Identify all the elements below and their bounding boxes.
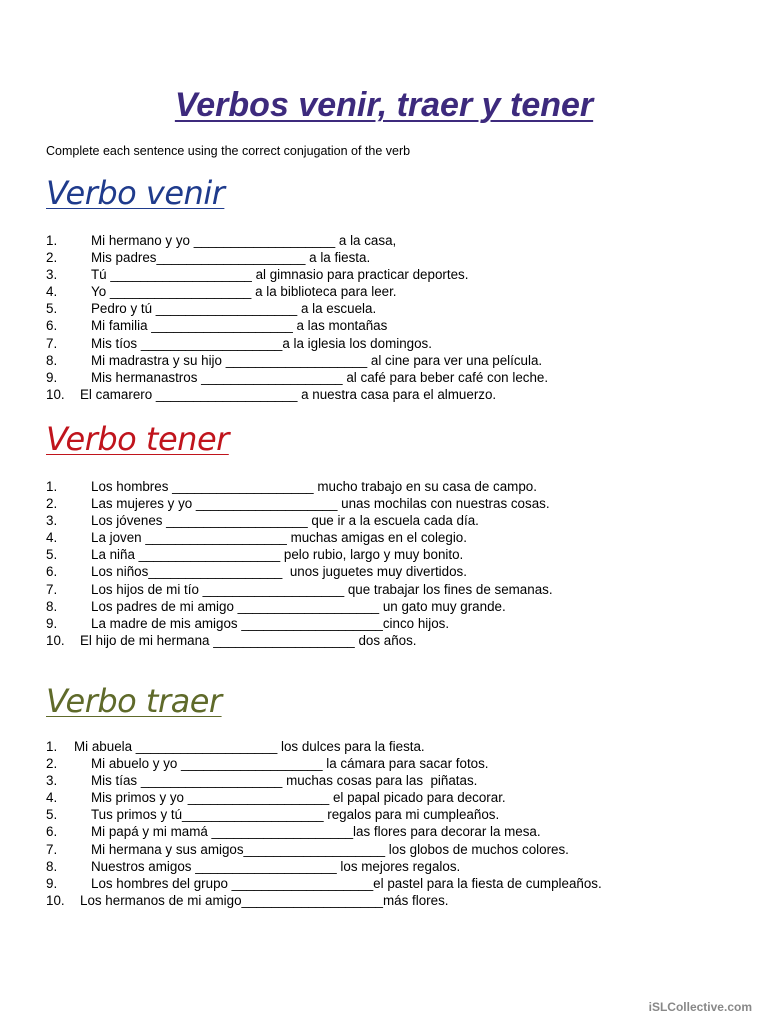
exercise-item bbox=[46, 386, 548, 403]
item-number: 3. bbox=[46, 773, 58, 789]
item-number: 10. bbox=[46, 386, 65, 402]
item-number: 4. bbox=[46, 790, 58, 806]
item-text: Mi abuelo y yo ___________________ la cámara para sacar fotos. bbox=[91, 756, 489, 772]
item-number: 4. bbox=[46, 530, 58, 546]
item-text: El hijo de mi hermana ___________________ dos años. bbox=[80, 632, 417, 648]
exercise-item bbox=[46, 317, 548, 334]
item-text: El camarero ___________________ a nuestra casa para el almuerzo. bbox=[80, 386, 497, 402]
item-number: 4. bbox=[46, 284, 58, 300]
item-number: 5. bbox=[46, 547, 58, 563]
exercise-item bbox=[46, 789, 602, 806]
worksheet-title-text: Verbos venir, traer y tener bbox=[174, 86, 594, 124]
item-text: Mis hermanastros ___________________ al café para beber café con leche. bbox=[91, 369, 549, 385]
item-number: 5. bbox=[46, 301, 58, 317]
exercise-item bbox=[46, 249, 548, 266]
exercise-item bbox=[46, 806, 602, 823]
item-text: Los hombres del grupo ___________________el pastel para la fiesta de cumpleaños. bbox=[91, 875, 602, 891]
item-text: Mi hermana y sus amigos___________________ los globos de muchos colores. bbox=[91, 841, 569, 857]
item-text: Los jóvenes ___________________ que ir a la escuela cada día. bbox=[91, 513, 479, 529]
item-number: 1. bbox=[46, 479, 58, 494]
item-number: 7. bbox=[46, 581, 58, 597]
section-heading-traer: Verbo traer bbox=[46, 682, 222, 720]
item-text: Mi madrastra y su hijo ___________________ al cine para ver una película. bbox=[91, 352, 543, 368]
item-text: Tus primos y tú___________________ regalos para mi cumpleaños. bbox=[91, 807, 500, 823]
exercise-item bbox=[46, 495, 553, 512]
item-number: 8. bbox=[46, 858, 58, 874]
item-text: La niña ___________________ pelo rubio, largo y muy bonito. bbox=[91, 547, 464, 563]
item-number: 9. bbox=[46, 875, 58, 891]
exercise-item bbox=[46, 335, 548, 352]
item-number: 2. bbox=[46, 496, 58, 512]
instructions: Complete each sentence using the correct conjugation of the verb bbox=[46, 144, 411, 158]
item-text: Tú ___________________ al gimnasio para practicar deportes. bbox=[91, 267, 469, 283]
item-number: 7. bbox=[46, 841, 58, 857]
exercise-item bbox=[46, 632, 553, 649]
item-number: 7. bbox=[46, 335, 58, 351]
item-number: 3. bbox=[46, 267, 58, 283]
exercise-item bbox=[46, 823, 602, 840]
item-number: 5. bbox=[46, 807, 58, 823]
exercise-item bbox=[46, 892, 602, 909]
item-number: 6. bbox=[46, 564, 58, 580]
exercise-item bbox=[46, 858, 602, 875]
exercise-item bbox=[46, 283, 548, 300]
item-text: Mi papá y mi mamá ___________________las flores para decorar la mesa. bbox=[91, 824, 541, 840]
exercise-item bbox=[46, 755, 602, 772]
watermark-footer: iSLCollective.com bbox=[648, 1000, 752, 1014]
worksheet-title bbox=[0, 86, 768, 125]
item-number: 8. bbox=[46, 352, 58, 368]
exercise-list-tener bbox=[46, 478, 553, 649]
exercise-item bbox=[46, 352, 548, 369]
item-text: Mi familia ___________________ a las montañas bbox=[91, 318, 388, 334]
exercise-item bbox=[46, 875, 602, 892]
item-number: 9. bbox=[46, 615, 58, 631]
exercise-list-venir bbox=[46, 232, 548, 403]
item-text: Mi hermano y yo ___________________ a la casa, bbox=[91, 233, 397, 248]
item-text: La joven ___________________ muchas amigas en el colegio. bbox=[91, 530, 467, 546]
item-number: 2. bbox=[46, 250, 58, 266]
item-text: Los niños__________________ unos juguetes muy divertidos. bbox=[91, 564, 467, 580]
item-text: Las mujeres y yo ___________________ unas mochilas con nuestras cosas. bbox=[91, 496, 550, 512]
item-number: 6. bbox=[46, 318, 58, 334]
item-text: Mis tías ___________________ muchas cosas para las piñatas. bbox=[91, 773, 478, 789]
exercise-item bbox=[46, 512, 553, 529]
item-text: Mi abuela ___________________ los dulces para la fiesta. bbox=[74, 739, 425, 754]
exercise-item bbox=[46, 841, 602, 858]
item-number: 6. bbox=[46, 824, 58, 840]
item-text: La madre de mis amigos ___________________cinco hijos. bbox=[91, 615, 450, 631]
exercise-list-traer bbox=[46, 738, 602, 909]
item-text: Los hombres ___________________ mucho trabajo en su casa de campo. bbox=[91, 479, 537, 494]
item-text: Mis primos y yo ___________________ el papal picado para decorar. bbox=[91, 790, 506, 806]
item-text: Los padres de mi amigo ___________________ un gato muy grande. bbox=[91, 598, 506, 614]
exercise-item bbox=[46, 772, 602, 789]
exercise-item bbox=[46, 478, 553, 495]
item-number: 8. bbox=[46, 598, 58, 614]
item-text: Nuestros amigos ___________________ los mejores regalos. bbox=[91, 858, 461, 874]
item-number: 1. bbox=[46, 739, 58, 754]
item-number: 9. bbox=[46, 369, 58, 385]
exercise-item bbox=[46, 581, 553, 598]
exercise-item bbox=[46, 266, 548, 283]
item-number: 10. bbox=[46, 892, 65, 908]
item-text: Mis padres____________________ a la fiesta. bbox=[91, 250, 371, 266]
exercise-item bbox=[46, 615, 553, 632]
exercise-item bbox=[46, 738, 602, 755]
item-number: 2. bbox=[46, 756, 58, 772]
item-text: Pedro y tú ___________________ a la escuela. bbox=[91, 301, 377, 317]
exercise-item bbox=[46, 300, 548, 317]
exercise-item bbox=[46, 546, 553, 563]
item-text: Los hijos de mi tío ___________________ que trabajar los fines de semanas. bbox=[91, 581, 553, 597]
item-number: 3. bbox=[46, 513, 58, 529]
item-number: 1. bbox=[46, 233, 58, 248]
exercise-item bbox=[46, 563, 553, 580]
exercise-item bbox=[46, 369, 548, 386]
item-number: 10. bbox=[46, 632, 65, 648]
exercise-item bbox=[46, 529, 553, 546]
section-heading-tener: Verbo tener bbox=[46, 420, 229, 458]
section-heading-venir: Verbo venir bbox=[46, 174, 225, 212]
item-text: Los hermanos de mi amigo___________________más flores. bbox=[80, 892, 449, 908]
exercise-item bbox=[46, 232, 548, 249]
item-text: Yo ___________________ a la biblioteca para leer. bbox=[91, 284, 397, 300]
exercise-item bbox=[46, 598, 553, 615]
item-text: Mis tíos ___________________a la iglesia los domingos. bbox=[91, 335, 432, 351]
